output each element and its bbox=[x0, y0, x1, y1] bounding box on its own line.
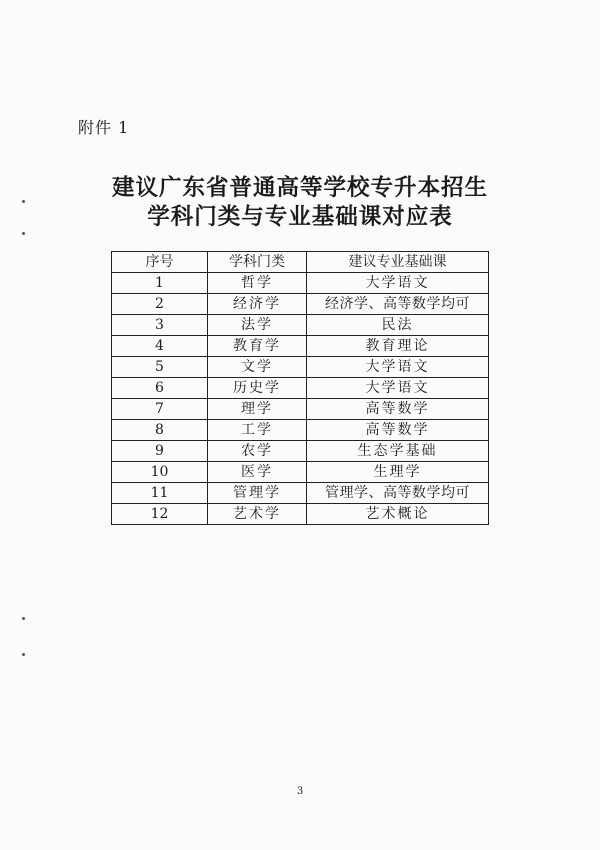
foundation-course: 大学语文 bbox=[307, 273, 489, 294]
row-number: 3 bbox=[112, 315, 208, 336]
table-row bbox=[112, 420, 489, 441]
subject-category: 艺术学 bbox=[208, 504, 307, 525]
row-number: 11 bbox=[112, 483, 208, 504]
table-row bbox=[112, 462, 489, 483]
row-number: 2 bbox=[112, 294, 208, 315]
header-serial-number: 序号 bbox=[112, 252, 208, 273]
row-number: 6 bbox=[112, 378, 208, 399]
page-number: 3 bbox=[296, 786, 304, 797]
foundation-course: 高等数学 bbox=[307, 420, 489, 441]
foundation-course: 大学语文 bbox=[307, 378, 489, 399]
foundation-course: 大学语文 bbox=[307, 357, 489, 378]
subject-category: 工学 bbox=[208, 420, 307, 441]
subject-category: 法学 bbox=[208, 315, 307, 336]
table-row bbox=[112, 294, 489, 315]
table-row bbox=[112, 378, 489, 399]
document-title-line-2: 学科门类与专业基础课对应表 bbox=[147, 204, 453, 230]
row-number: 10 bbox=[112, 462, 208, 483]
foundation-course: 管理学、高等数学均可 bbox=[307, 483, 489, 504]
table-row bbox=[112, 273, 489, 294]
subject-category: 医学 bbox=[208, 462, 307, 483]
table-row bbox=[112, 357, 489, 378]
table-row bbox=[112, 441, 489, 462]
subject-category: 教育学 bbox=[208, 336, 307, 357]
document-title-line-1: 建议广东省普通高等学校专升本招生 bbox=[111, 175, 488, 201]
table-row bbox=[112, 483, 489, 504]
table-row bbox=[112, 399, 489, 420]
foundation-course: 生理学 bbox=[307, 462, 489, 483]
subject-category: 经济学 bbox=[208, 294, 307, 315]
row-number: 12 bbox=[112, 504, 208, 525]
subject-category: 哲学 bbox=[208, 273, 307, 294]
foundation-course: 生态学基础 bbox=[307, 441, 489, 462]
subject-category: 文学 bbox=[208, 357, 307, 378]
row-number: 5 bbox=[112, 357, 208, 378]
scan-speck bbox=[22, 232, 25, 235]
scan-speck bbox=[22, 200, 25, 203]
row-number: 1 bbox=[112, 273, 208, 294]
foundation-course: 高等数学 bbox=[307, 399, 489, 420]
foundation-course: 民法 bbox=[307, 315, 489, 336]
subject-category: 管理学 bbox=[208, 483, 307, 504]
row-number: 9 bbox=[112, 441, 208, 462]
table-header-row bbox=[112, 252, 489, 273]
row-number: 8 bbox=[112, 420, 208, 441]
subject-course-table bbox=[111, 251, 489, 525]
scan-speck bbox=[22, 617, 25, 620]
table-row bbox=[112, 504, 489, 525]
header-subject-category: 学科门类 bbox=[208, 252, 307, 273]
table-row bbox=[112, 315, 489, 336]
attachment-label: 附件 1 bbox=[78, 118, 130, 137]
foundation-course: 教育理论 bbox=[307, 336, 489, 357]
subject-category: 历史学 bbox=[208, 378, 307, 399]
table-row bbox=[112, 336, 489, 357]
scan-speck bbox=[22, 653, 25, 656]
row-number: 7 bbox=[112, 399, 208, 420]
subject-category: 农学 bbox=[208, 441, 307, 462]
subject-category: 理学 bbox=[208, 399, 307, 420]
foundation-course: 艺术概论 bbox=[307, 504, 489, 525]
header-recommended-course: 建议专业基础课 bbox=[307, 252, 489, 273]
row-number: 4 bbox=[112, 336, 208, 357]
foundation-course: 经济学、高等数学均可 bbox=[307, 294, 489, 315]
